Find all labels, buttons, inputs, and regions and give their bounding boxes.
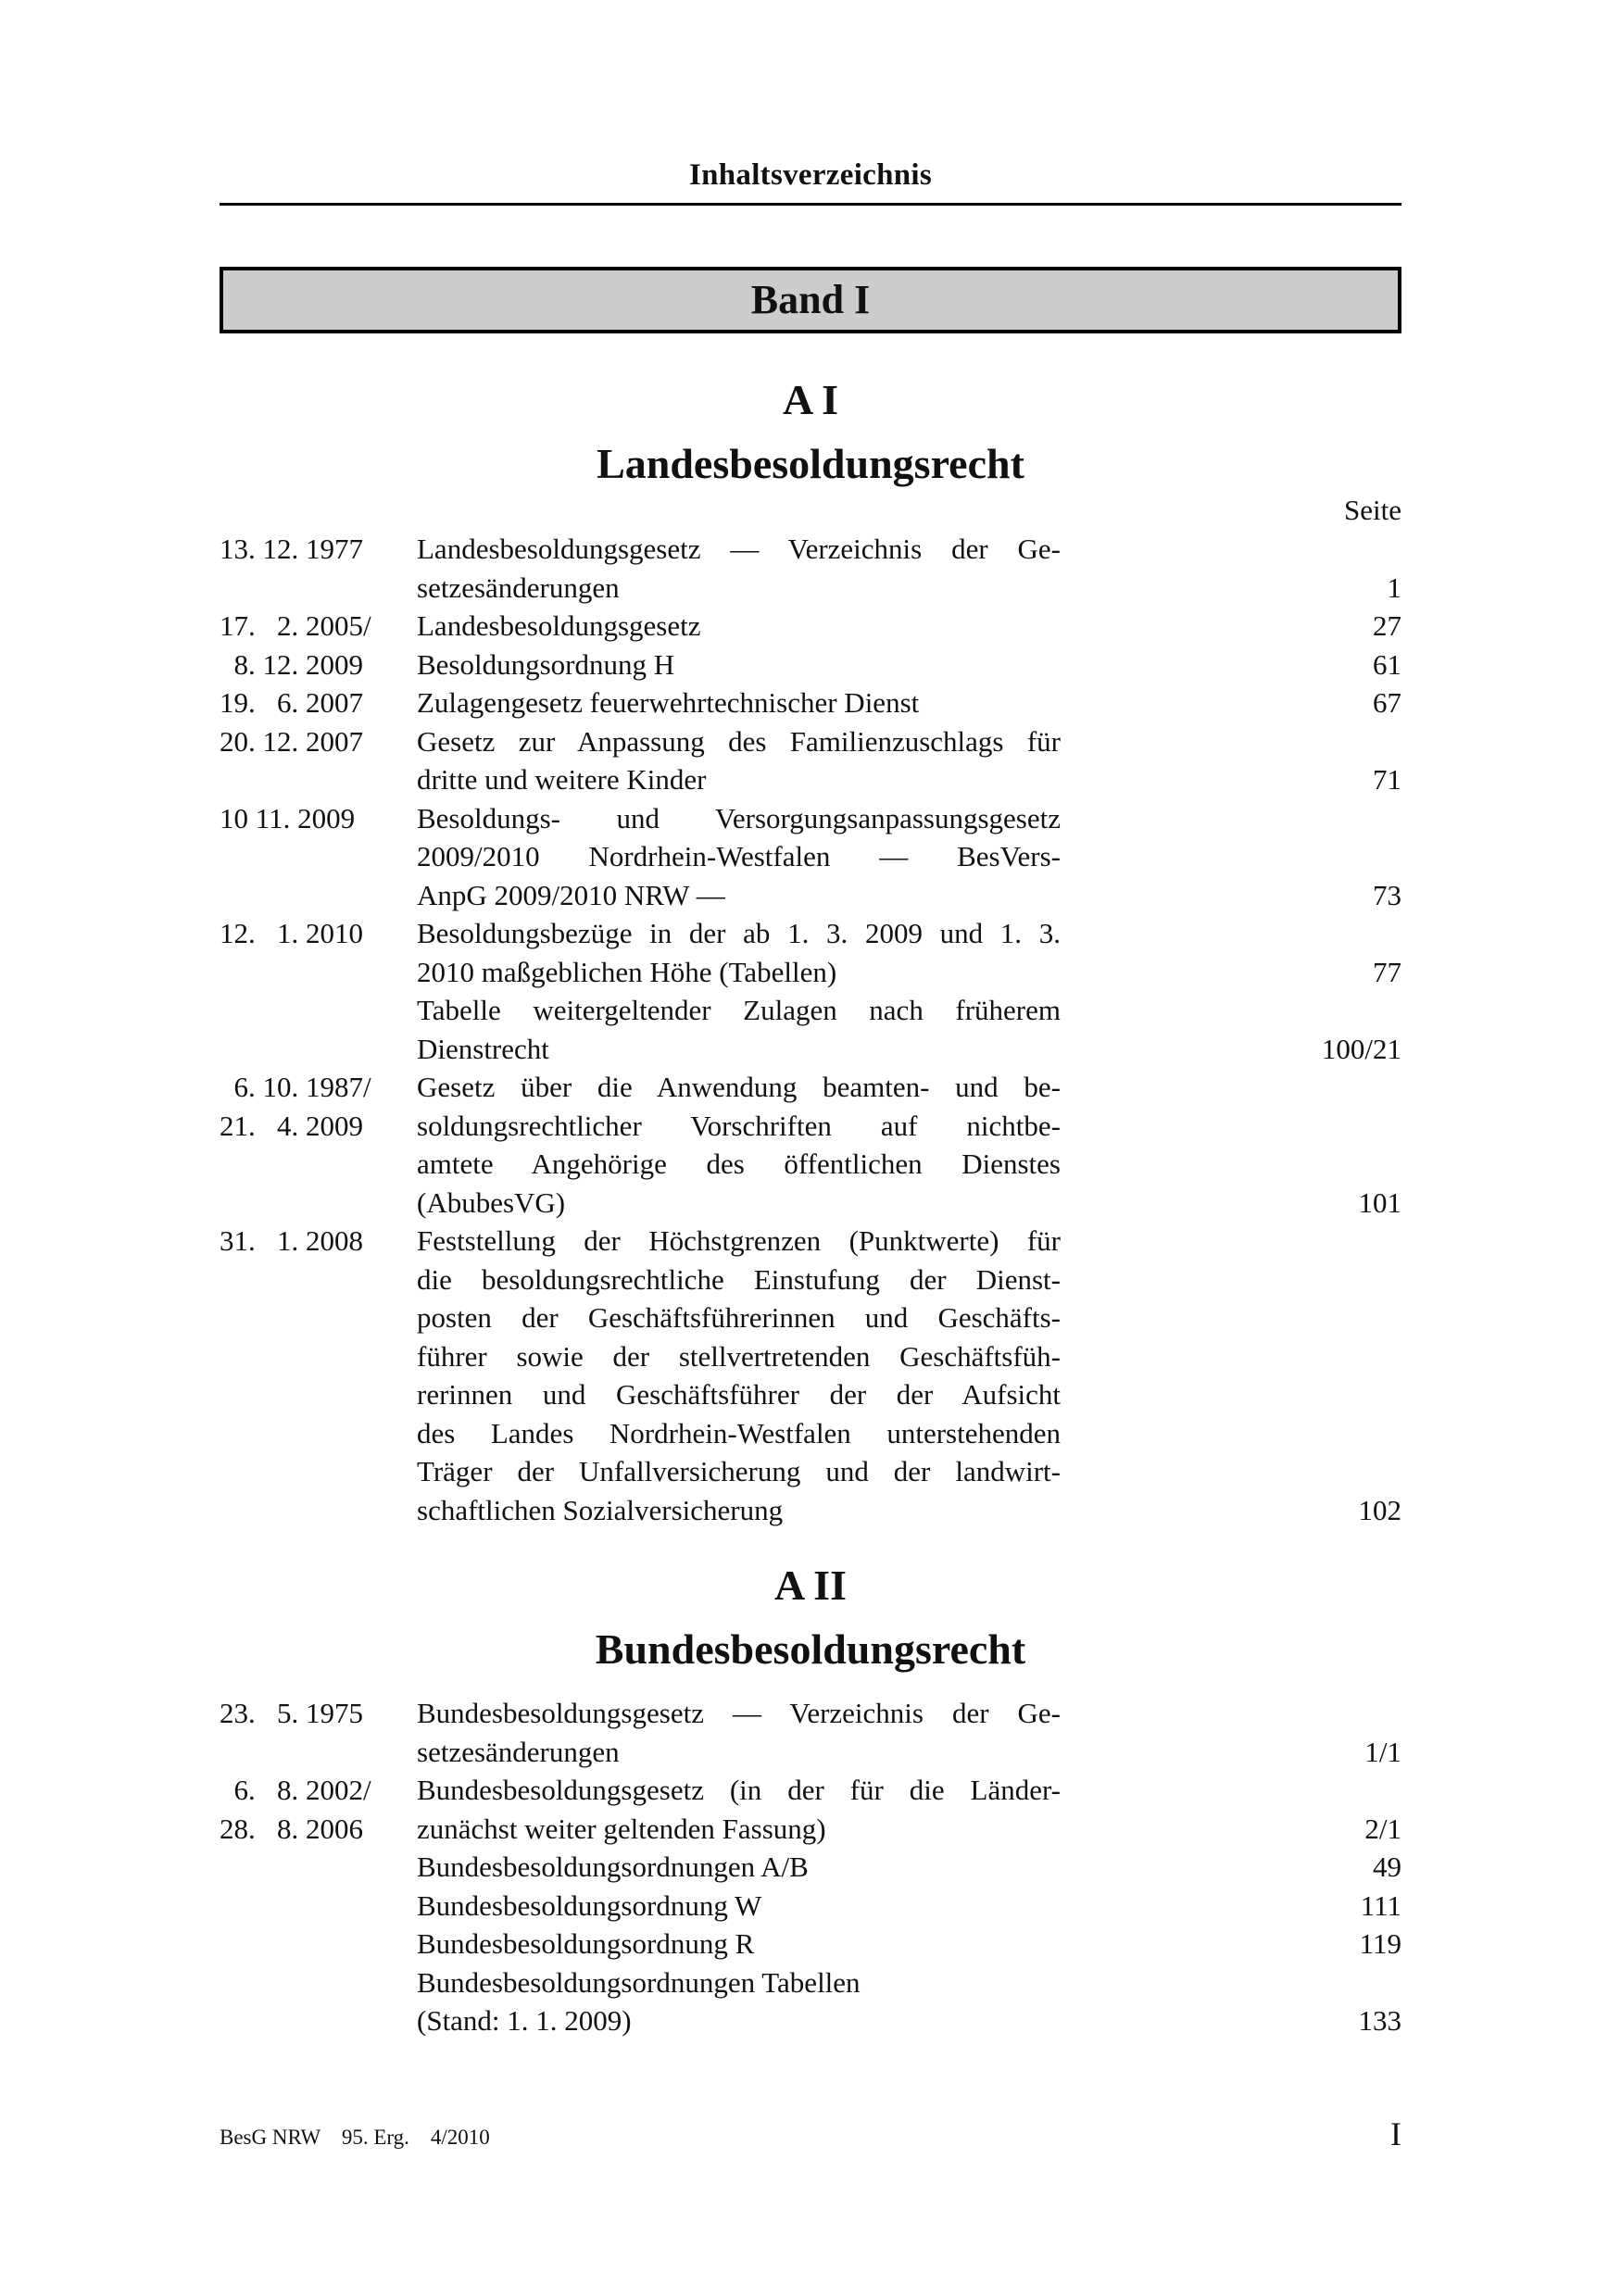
toc-entry-title: [417, 607, 1061, 646]
toc-date-line: 31. 1. 2008: [220, 1224, 363, 1257]
toc-title-line: soldungsrechtlicher Vorschriften auf nichtbe-: [417, 1109, 1061, 1142]
toc-entry-title: [417, 1887, 1061, 1926]
toc-entry-title: [417, 1222, 1061, 1529]
toc-entry-page: 100/21: [1321, 1032, 1401, 1065]
toc-entry: [220, 799, 1401, 915]
toc-entry: [220, 1068, 1401, 1222]
toc-entry-title: [417, 1068, 1061, 1222]
page-header-title: Inhaltsverzeichnis: [688, 158, 933, 192]
toc-title-line: setzesänderungen: [417, 1735, 620, 1768]
toc-date-line: 12. 1. 2010: [220, 917, 363, 949]
toc-date-line: 13. 12. 1977: [220, 533, 363, 565]
toc-entry-title: [417, 1848, 1061, 1887]
toc-entry-page: 2/1: [1364, 1812, 1401, 1845]
toc-title-line: des Landes Nordrhein-Westfalen unterstehenden: [417, 1416, 1061, 1449]
page-column-label: Seite: [1344, 494, 1401, 526]
toc-date-line: 19. 6. 2007: [220, 686, 363, 719]
toc-title-line: 2009/2010 Nordrhein-Westfalen — BesVers-: [417, 840, 1061, 872]
toc-entry: [220, 684, 1401, 722]
header-rule: [220, 203, 1401, 206]
toc-title-line: Besoldungs- und Versorgungsanpassungsgesetz: [417, 801, 1061, 834]
toc-title-line: dritte und weitere Kinder: [417, 763, 707, 796]
toc-entry: [220, 991, 1401, 1068]
toc-entry-page: 1: [1387, 571, 1401, 604]
toc-entry-title: [417, 799, 1061, 915]
toc-entry-page: 133: [1358, 2004, 1401, 2037]
toc-title-line: AnpG 2009/2010 NRW —: [417, 878, 725, 911]
toc-entry-date: [220, 646, 417, 684]
band-title: Band I: [750, 277, 871, 322]
toc-title-line: zunächst weiter geltenden Fassung): [417, 1812, 826, 1845]
toc-entry-date: [220, 607, 417, 646]
toc-entry-page: 27: [1373, 609, 1401, 642]
toc-entry-page: 73: [1373, 878, 1401, 911]
toc-date-line: 23. 5. 1975: [220, 1697, 363, 1729]
toc-title-line: Bundesbesoldungsordnungen Tabellen: [417, 1965, 861, 1999]
band-box: [220, 267, 1401, 333]
toc-date-line: 17. 2. 2005/: [220, 609, 371, 642]
toc-date-line: 21. 4. 2009: [220, 1109, 363, 1142]
toc-title-line: Besoldungsbezüge in der ab 1. 3. 2009 und 1. 3.: [417, 917, 1061, 949]
toc-entry: [220, 1887, 1401, 1926]
toc-date-line: 20. 12. 2007: [220, 724, 363, 758]
section-code-a2: A II: [774, 1562, 847, 1609]
toc-title-line: Bundesbesoldungsgesetz — Verzeichnis der Ge-: [417, 1697, 1061, 1729]
toc-title-line: Träger der Unfallversicherung und der landwirt-: [417, 1455, 1061, 1487]
toc-title-line: Bundesbesoldungsordnung R: [417, 1927, 755, 1960]
toc-entry-page: 119: [1359, 1927, 1401, 1960]
toc-entry: [220, 607, 1401, 646]
toc-title-line: führer sowie der stellvertretenden Geschäftsfüh-: [417, 1339, 1061, 1373]
toc-entry-date: [220, 530, 417, 569]
toc-title-line: Dienstrecht: [417, 1032, 549, 1065]
toc-title-line: Zulagengesetz feuerwehrtechnischer Dienst: [417, 686, 920, 719]
toc-entry: [220, 530, 1401, 607]
section-code-a1: A I: [782, 376, 839, 423]
toc-title-line: (Stand: 1. 1. 2009): [417, 2004, 632, 2037]
toc-date-line: 10 11. 2009: [220, 801, 356, 834]
toc-title-line: (AbubesVG): [417, 1186, 566, 1219]
toc-entry-date: [220, 914, 417, 953]
toc-title-line: posten der Geschäftsführerinnen und Geschäfts-: [417, 1301, 1061, 1334]
toc-entry-date: [220, 1694, 417, 1733]
toc-entry: [220, 1771, 1401, 1848]
toc-title-line: amtete Angehörige des öffentlichen Dienstes: [417, 1148, 1061, 1180]
section-title-bundesbesoldungsrecht: Bundesbesoldungsrecht: [595, 1625, 1026, 1673]
toc-title-line: rerinnen und Geschäftsführer der der Aufsicht: [417, 1378, 1061, 1411]
toc-entry: [220, 1694, 1401, 1771]
toc-entry-page: 1/1: [1364, 1735, 1401, 1768]
toc-title-line: setzesänderungen: [417, 571, 620, 604]
toc-date-line: 6. 10. 1987/: [220, 1071, 371, 1103]
toc-title-line: Bundesbesoldungsordnungen A/B: [417, 1851, 809, 1883]
toc-date-line: 6. 8. 2002/: [220, 1774, 371, 1806]
toc-date-line: 8. 12. 2009: [220, 647, 363, 681]
toc-entry-title: [417, 1694, 1061, 1771]
toc-entry-page: 111: [1360, 1888, 1401, 1922]
toc-entry-date: [220, 1222, 417, 1261]
toc-entry-date: [220, 799, 417, 838]
toc-entry-date: [220, 684, 417, 722]
toc-section-a2: [220, 1694, 1401, 2040]
footer-edition: BesG NRW 95. Erg. 4/2010: [220, 2126, 490, 2149]
toc-title-line: schaftlichen Sozialversicherung: [417, 1493, 784, 1526]
toc-entry-page: 101: [1358, 1186, 1401, 1219]
toc-section-a1: [220, 530, 1401, 1529]
toc-title-line: Gesetz über die Anwendung beamten- und be-: [417, 1071, 1061, 1103]
toc-entry-date: [220, 1068, 417, 1145]
toc-title-line: die besoldungsrechtliche Einstufung der Dienst-: [417, 1262, 1061, 1296]
toc-entry-title: [417, 1964, 1061, 2040]
toc-entry: [220, 646, 1401, 684]
toc-entry-date: [220, 722, 417, 761]
toc-title-line: 2010 maßgeblichen Höhe (Tabellen): [417, 955, 837, 988]
toc-entry-title: [417, 914, 1061, 991]
toc-entry-date: [220, 1771, 417, 1848]
toc-title-line: Bundesbesoldungsgesetz (in der für die Länder-: [417, 1774, 1061, 1806]
toc-title-line: Landesbesoldungsgesetz: [417, 609, 701, 642]
toc-entry-page: 49: [1373, 1851, 1401, 1883]
toc-entry-page: 77: [1373, 955, 1401, 988]
toc-entry-title: [417, 530, 1061, 607]
toc-entry-title: [417, 1925, 1061, 1964]
toc-entry-title: [417, 646, 1061, 684]
toc-title-line: Gesetz zur Anpassung des Familienzuschlags für: [417, 724, 1061, 758]
toc-entry-title: [417, 722, 1061, 799]
toc-entry-page: 67: [1373, 686, 1401, 719]
toc-date-line: 28. 8. 2006: [220, 1812, 363, 1845]
toc-entry-page: 102: [1358, 1493, 1401, 1526]
toc-entry: [220, 1848, 1401, 1887]
toc-entry: [220, 722, 1401, 799]
toc-title-line: Besoldungsordnung H: [417, 647, 675, 681]
toc-entry-title: [417, 1771, 1061, 1848]
toc-entry-page: 71: [1373, 763, 1401, 796]
toc-title-line: Landesbesoldungsgesetz — Verzeichnis der Ge-: [417, 533, 1061, 565]
toc-entry-title: [417, 684, 1061, 722]
toc-entry-title: [417, 991, 1061, 1068]
toc-title-line: Feststellung der Höchstgrenzen (Punktwerte) für: [417, 1224, 1061, 1257]
toc-entry: [220, 1925, 1401, 1964]
toc-entry: [220, 914, 1401, 991]
toc-title-line: Bundesbesoldungsordnung W: [417, 1888, 762, 1922]
section-title-landesbesoldungsrecht: Landesbesoldungsrecht: [597, 440, 1024, 487]
toc-title-line: Tabelle weitergeltender Zulagen nach früherem: [417, 994, 1061, 1026]
toc-entry: [220, 1222, 1401, 1529]
toc-entry-page: 61: [1373, 647, 1401, 681]
toc-entry: [220, 1964, 1401, 2040]
footer-page-number: I: [1390, 2115, 1401, 2152]
